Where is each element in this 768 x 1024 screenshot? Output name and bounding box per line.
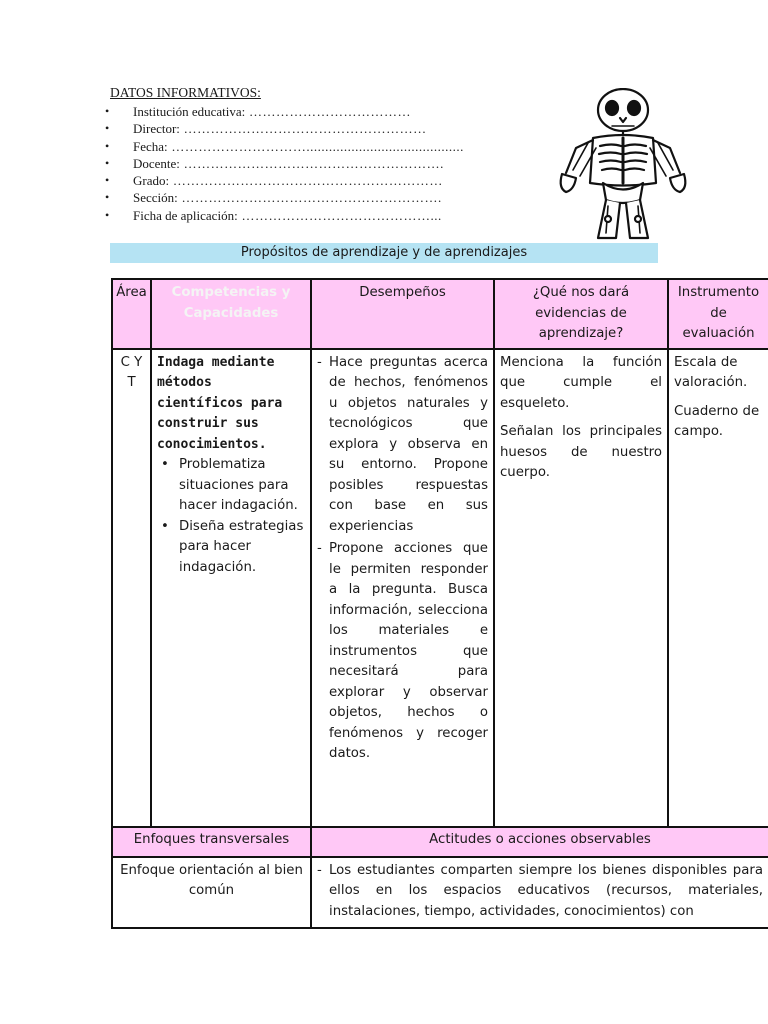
actitudes-header: Actitudes o acciones observables — [311, 827, 768, 857]
cell-evidencias — [494, 349, 668, 827]
header-instrumento: Instrumento de evaluación — [668, 279, 768, 349]
desempeno-item: - Hace preguntas acerca de hechos, fenómenos u objetos naturales y tecnológicos que explora y observa en su entorno. Propone posibles respuestas con base en sus experiencias — [317, 353, 488, 538]
enfoque-row — [112, 857, 768, 929]
enfoques-header: Enfoques transversales — [112, 827, 311, 857]
header-competencias: Competencias y Capacidades — [151, 279, 311, 349]
capacidad-item: • Diseña estrategias para hacer indagación. — [157, 517, 305, 579]
datos-item-grado: • Grado: …………………………………………………… — [105, 172, 525, 189]
table-row — [112, 349, 768, 827]
competencia-title: Indaga mediante métodos científicos para construir sus conocimientos. — [157, 354, 283, 452]
enfoques-header-row — [112, 827, 768, 857]
purpose-band: Propósitos de aprendizaje y de aprendizajes — [110, 243, 658, 263]
capacidades-list — [157, 455, 305, 578]
enfoque-name: Enfoque orientación al bien común — [112, 857, 311, 929]
actitud-item: - Los estudiantes comparten siempre los bienes disponibles para ellos en los espacios educativos (recursos, materiales, instalaciones, tiempo, actividades, conocimientos) con — [317, 861, 763, 923]
skeleton-illustration — [548, 88, 698, 243]
instrumento-item: Escala de valoración. — [674, 354, 748, 390]
datos-list — [105, 103, 525, 224]
header-desempenos: Desempeños — [311, 279, 494, 349]
cell-competencias — [151, 349, 311, 827]
datos-title: DATOS INFORMATIVOS: — [110, 85, 261, 100]
datos-item-director: • Director: ……………………………………………… — [105, 120, 525, 137]
desempenos-list — [317, 353, 488, 765]
desempeno-item: - Propone acciones que le permiten responder a la pregunta. Busca información, selecciona los materiales e instrumentos que necesitará para explorar y observar objetos, hechos o fenómenos y recoger datos. — [317, 539, 488, 765]
datos-informativos — [105, 85, 525, 224]
datos-item-institucion: • Institución educativa: ……………………………… — [105, 103, 525, 120]
learning-purposes-table — [111, 278, 768, 929]
datos-item-seccion: • Sección: …………………………………………………. — [105, 189, 525, 206]
table-header-row — [112, 279, 768, 349]
cell-desempenos — [311, 349, 494, 827]
actitudes-list — [317, 861, 763, 923]
datos-item-ficha: • Ficha de aplicación: ……………………………………... — [105, 207, 525, 224]
enfoque-actitud-cell — [311, 857, 768, 929]
cell-instrumentos — [668, 349, 768, 827]
instrumento-item: Cuaderno de campo. — [674, 403, 760, 439]
cell-area: C Y T — [112, 349, 151, 827]
datos-item-fecha: • Fecha: ………………………….......................................... — [105, 138, 525, 155]
header-area: Área — [112, 279, 151, 349]
evidencia-item: Señalan los principales huesos de nuestro cuerpo. — [500, 424, 662, 480]
datos-item-docente: • Docente: …………………………………………………. — [105, 155, 525, 172]
evidencia-item: Menciona la función que cumple el esqueleto. — [500, 354, 662, 411]
capacidad-item: • Problematiza situaciones para hacer indagación. — [157, 455, 305, 517]
header-evidencias: ¿Qué nos dará evidencias de aprendizaje? — [494, 279, 668, 349]
